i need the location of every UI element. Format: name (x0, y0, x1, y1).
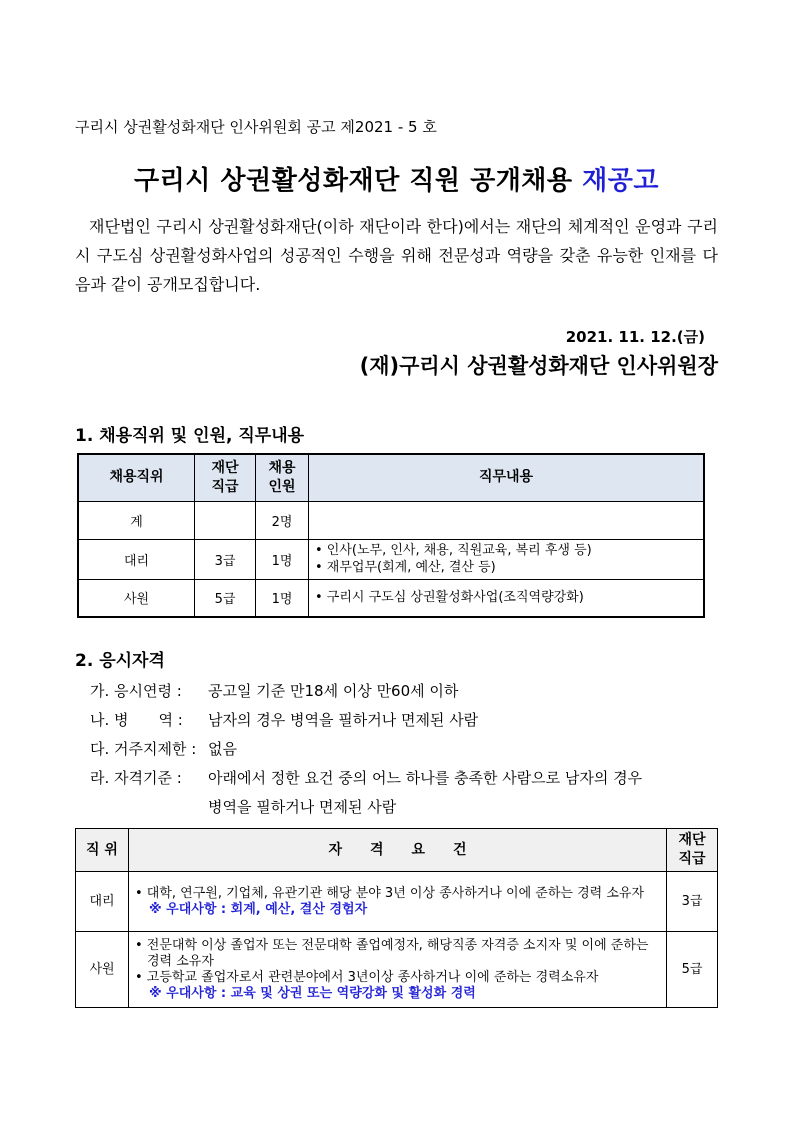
cell-duties (309, 539, 705, 579)
cell-grade: 3급 (667, 872, 718, 932)
title-accent: 재공고 (582, 166, 659, 196)
title-main: 구리시 상권활성화재단 직원 공개채용 (134, 166, 583, 196)
qualification-label: 가. 응시연령 : (90, 682, 182, 700)
qualification-text: 남자의 경우 병역을 필하거나 면제된 사람 (208, 711, 479, 729)
notice-number: 구리시 상권활성화재단 인사위원회 공고 제2021 - 5 호 (75, 118, 437, 136)
col-header: 재단 직급 (667, 829, 718, 872)
table-header-row (76, 829, 718, 872)
preference-note: ※ 우대사항 : 교육 및 상권 또는 역량강화 및 활성화 경력 (149, 985, 476, 1001)
qualification-item (90, 709, 478, 730)
cell-count: 1명 (256, 579, 309, 617)
cell-duties (309, 579, 705, 617)
cell-position: 대리 (76, 872, 129, 932)
table-row (76, 872, 718, 932)
qualification-item (90, 680, 458, 701)
cell-position: 사원 (78, 579, 195, 617)
cell-grade: 5급 (195, 579, 256, 617)
qualification-item (90, 738, 237, 759)
col-header: 직 위 (76, 829, 129, 872)
cell-grade: 5급 (667, 932, 718, 1008)
duty-item: • 인사(노무, 인사, 채용, 직원교육, 복리 후생 등) (315, 543, 592, 558)
qualification-text: 아래에서 정한 요건 중의 어느 하나를 충족한 사람으로 남자의 경우 (208, 769, 643, 787)
section2-heading: 2. 응시자격 (75, 651, 165, 671)
cell-count: 2명 (256, 501, 309, 539)
cell-grade (195, 501, 256, 539)
col-header: 자 격 요 건 (129, 829, 667, 872)
qualification-label: 다. 거주지제한 : (90, 740, 197, 758)
intro-paragraph: 재단법인 구리시 상권활성화재단(이하 재단이라 한다)에서는 재단의 체계적인 운영과 구리시 구도심 상권활성화사업의 성공적인 수행을 위해 전문성과 역량을 갖춘 유능한 인재를 다음과 같이 공개모집합니다. (75, 217, 718, 294)
cell-requirements (129, 932, 667, 1008)
table-row (78, 501, 704, 539)
qualification-text-continued: 병역을 필하거나 면제된 사람 (208, 798, 397, 816)
col-header: 채용직위 (78, 454, 195, 501)
duty-item: • 구리시 구도심 상권활성화사업(조직역량강화) (315, 590, 584, 606)
requirement-item: • 대학, 연구원, 기업체, 유관기관 해당 분야 3년 이상 종사하거나 이에 준하는 경력 소유자 (135, 885, 645, 901)
table-row (78, 539, 704, 579)
section1-heading: 1. 채용직위 및 인원, 직무내용 (75, 426, 305, 446)
cell-position: 계 (78, 501, 195, 539)
qualification-item (90, 767, 642, 788)
issuing-organization: (재)구리시 상권활성화재단 인사위원장 (359, 354, 718, 378)
cell-position: 대리 (78, 539, 195, 579)
table-row (76, 932, 718, 1008)
preference-note: ※ 우대사항 : 회계, 예산, 결산 경험자 (149, 901, 368, 917)
notice-date: 2021. 11. 12.(금) (565, 328, 705, 346)
cell-position: 사원 (76, 932, 129, 1008)
cell-grade: 3급 (195, 539, 256, 579)
qualification-text: 공고일 기준 만18세 이상 만60세 이하 (208, 682, 459, 700)
cell-duties (309, 501, 705, 539)
qualification-label: 라. 자격기준 : (90, 769, 182, 787)
requirement-item: • 전문대학 이상 졸업자 또는 전문대학 졸업예정자, 해당직종 자격증 소지자 및 이에 준하는 경력 소유자 (135, 937, 649, 969)
duty-item: • 재무업무(회계, 예산, 결산 등) (315, 560, 496, 575)
table-header-row (78, 454, 704, 501)
page-title (0, 160, 793, 197)
col-header: 직무내용 (309, 454, 705, 501)
qualification-label: 나. 병 역 : (90, 711, 183, 729)
cell-count: 1명 (256, 539, 309, 579)
positions-table (77, 453, 705, 618)
col-header: 채용 인원 (256, 454, 309, 501)
requirement-item: • 고등학교 졸업자로서 관련분야에서 3년이상 종사하거나 이에 준하는 경력소유자 (135, 969, 599, 985)
table-row (78, 579, 704, 617)
qualification-text: 없음 (208, 740, 237, 758)
requirements-table (75, 828, 718, 1008)
cell-requirements (129, 872, 667, 932)
col-header: 재단 직급 (195, 454, 256, 501)
